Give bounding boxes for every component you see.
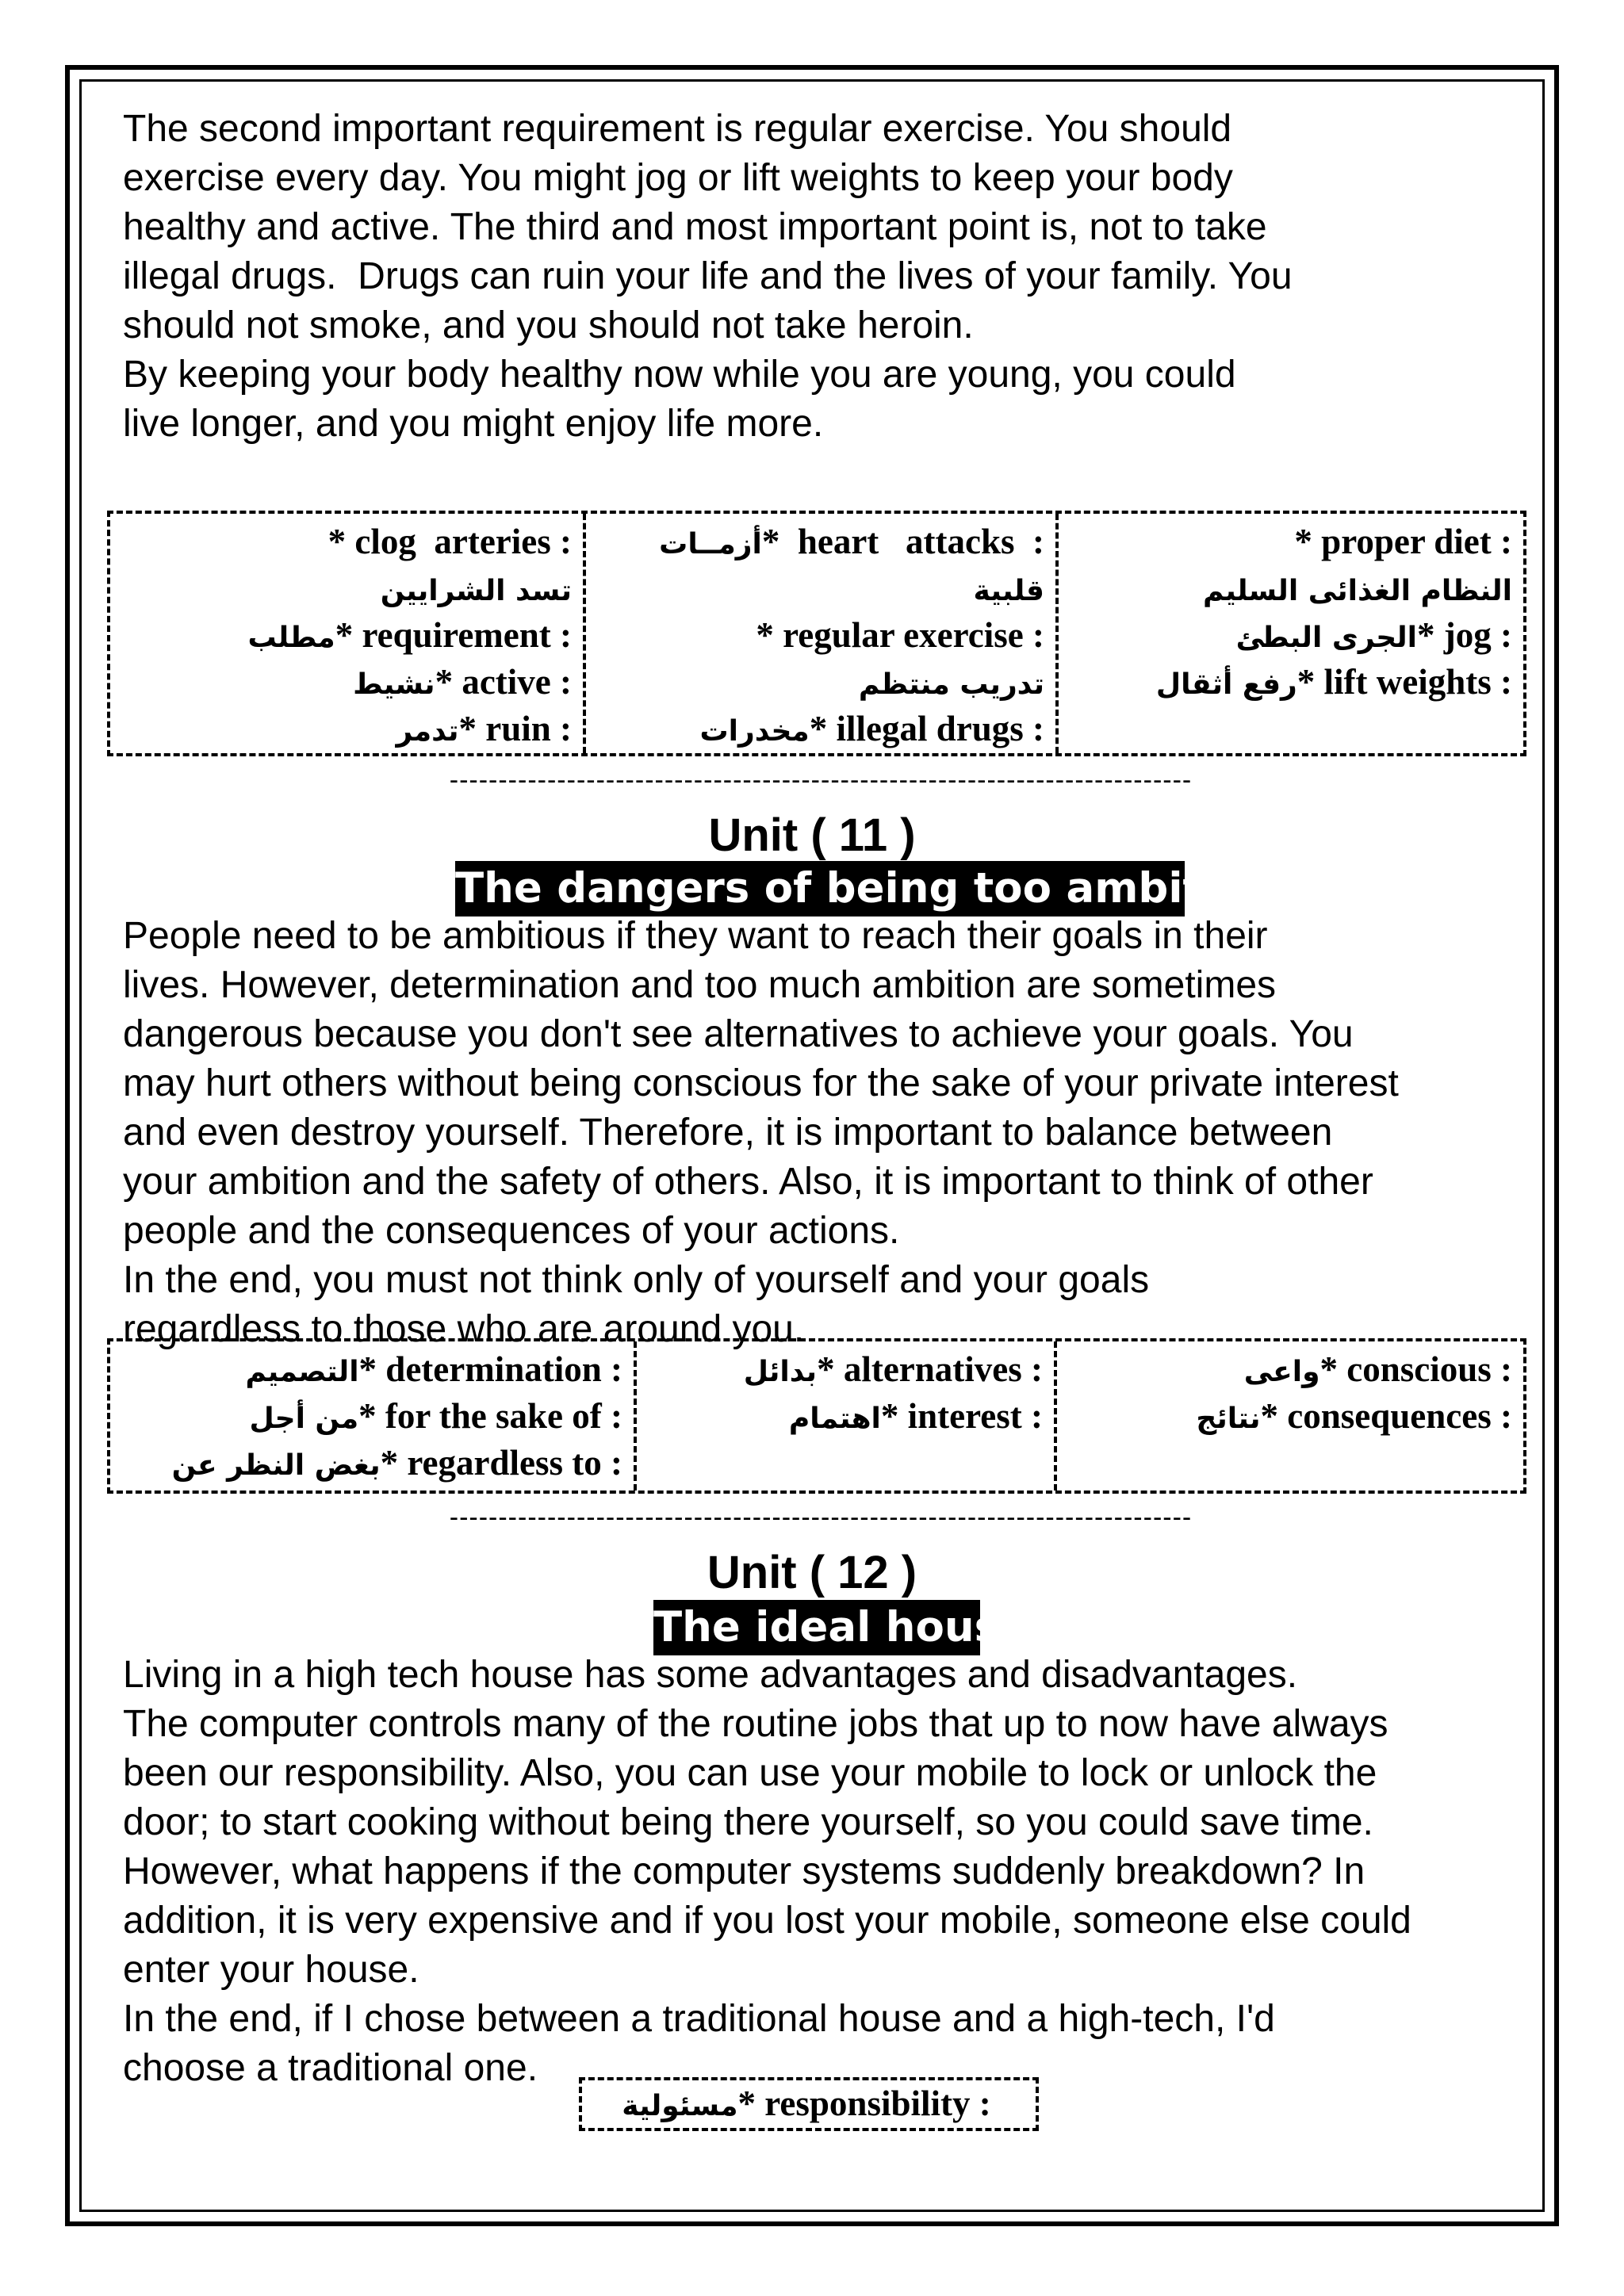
vocab-english: * heart attacks : bbox=[761, 522, 1044, 561]
vocab-column-middle bbox=[634, 1341, 1054, 1490]
text-line: live longer, and you might enjoy life more. bbox=[123, 403, 824, 445]
vocab-arabic: تدمر bbox=[396, 715, 459, 748]
vocab-row bbox=[1065, 519, 1512, 565]
vocab-english: * regular exercise : bbox=[756, 615, 1044, 655]
vocab-arabic: التصميم bbox=[245, 1356, 359, 1388]
vocab-arabic: نشيط bbox=[353, 668, 435, 701]
vocab-english: * lift weights : bbox=[1297, 662, 1512, 702]
vocab-row bbox=[592, 706, 1044, 752]
vocab-english: * interest : bbox=[880, 1396, 1043, 1436]
vocab-arabic: واعى bbox=[1243, 1356, 1320, 1388]
vocab-row bbox=[592, 565, 1044, 612]
unit-11-title: Unit ( 11 ) bbox=[708, 809, 916, 861]
vocab-column-left bbox=[110, 1341, 634, 1490]
vocab-arabic: أزمــات bbox=[659, 528, 762, 561]
vocab-english: * for the sake of : bbox=[358, 1396, 622, 1436]
vocab-row bbox=[117, 1440, 622, 1487]
unit-12-subtitle: The ideal house bbox=[653, 1600, 980, 1655]
text-line: door; to start cooking without being there yourself, so you could save time. bbox=[123, 1801, 1373, 1843]
vocab-english: * jog : bbox=[1417, 615, 1512, 655]
vocab-english: * active : bbox=[435, 662, 572, 702]
text-line: may hurt others without being conscious for the sake of your private interest bbox=[123, 1062, 1399, 1104]
vocab-english: * ruin : bbox=[458, 709, 572, 748]
vocab-row bbox=[588, 2080, 1025, 2127]
vocab-row bbox=[117, 659, 572, 706]
vocab-english: * requirement : bbox=[335, 615, 572, 655]
text-line: The second important requirement is regular exercise. You should bbox=[123, 108, 1232, 150]
vocab-row bbox=[117, 565, 572, 612]
vocab-row bbox=[117, 612, 572, 659]
unit-11-paragraph bbox=[123, 912, 1519, 1354]
text-line: regardless to those who are around you. bbox=[123, 1308, 805, 1350]
text-line: people and the consequences of your actions. bbox=[123, 1210, 900, 1252]
vocab-english: * clog arteries : bbox=[327, 522, 572, 561]
vocab-row bbox=[643, 1440, 1043, 1487]
vocab-arabic: بدائل bbox=[743, 1356, 818, 1388]
vocab-arabic: نتائج bbox=[1196, 1402, 1261, 1435]
vocab-english: * consequences : bbox=[1260, 1396, 1512, 1436]
vocab-arabic: النظام الغذائى السليم bbox=[1203, 575, 1512, 607]
vocab-arabic: بغض النظر عن bbox=[171, 1449, 381, 1482]
vocab-box-unit-12 bbox=[579, 2077, 1039, 2131]
vocab-arabic: من أجل bbox=[249, 1402, 359, 1435]
vocab-row bbox=[1063, 1440, 1512, 1487]
vocab-row bbox=[117, 519, 572, 565]
vocab-column-right bbox=[1054, 1341, 1523, 1490]
text-line: By keeping your body healthy now while you are young, you could bbox=[123, 354, 1236, 396]
text-line: should not smoke, and you should not take heroin. bbox=[123, 304, 974, 346]
vocab-row bbox=[643, 1393, 1043, 1440]
vocab-english: * proper diet : bbox=[1294, 522, 1512, 561]
vocab-arabic: قلبية bbox=[973, 575, 1044, 607]
vocab-column bbox=[582, 2080, 1036, 2128]
vocab-arabic: الجرى البطئ bbox=[1235, 622, 1418, 654]
vocab-row bbox=[1065, 706, 1512, 752]
text-line: However, what happens if the computer systems suddenly breakdown? In bbox=[123, 1850, 1365, 1892]
text-line: healthy and active. The third and most important point is, not to take bbox=[123, 206, 1267, 248]
vocab-row bbox=[117, 706, 572, 752]
intro-paragraph bbox=[123, 105, 1519, 449]
vocab-english: * alternatives : bbox=[817, 1349, 1043, 1389]
vocab-row bbox=[117, 1393, 622, 1440]
vocab-arabic: مخدرات bbox=[699, 715, 810, 748]
text-line: lives. However, determination and too much ambition are sometimes bbox=[123, 964, 1277, 1006]
text-line: your ambition and the safety of others. Also, it is important to think of other bbox=[123, 1161, 1373, 1203]
vocab-arabic: مطلب bbox=[247, 622, 335, 654]
unit-12-title: Unit ( 12 ) bbox=[707, 1547, 917, 1598]
vocab-row bbox=[643, 1346, 1043, 1393]
vocab-column-left bbox=[110, 514, 583, 753]
text-line: enter your house. bbox=[123, 1949, 419, 1991]
text-line: exercise every day. You might jog or lift weights to keep your body bbox=[123, 157, 1233, 199]
vocab-english: * determination : bbox=[358, 1349, 622, 1389]
text-line: dangerous because you don't see alternatives to achieve your goals. You bbox=[123, 1013, 1354, 1055]
text-line: been our responsibility. Also, you can use your mobile to lock or unlock the bbox=[123, 1752, 1377, 1794]
text-line: In the end, if I chose between a traditional house and a high-tech, I'd bbox=[123, 1998, 1275, 2040]
vocab-box-unit-11 bbox=[107, 1338, 1526, 1494]
text-line: Living in a high tech house has some advantages and disadvantages. bbox=[123, 1654, 1298, 1696]
vocab-arabic: تسد الشرايين bbox=[380, 575, 572, 607]
vocab-row bbox=[592, 659, 1044, 706]
vocab-row bbox=[1063, 1393, 1512, 1440]
vocab-row bbox=[1065, 565, 1512, 612]
text-line: In the end, you must not think only of yourself and your goals bbox=[123, 1259, 1150, 1301]
vocab-row bbox=[1065, 612, 1512, 659]
vocab-arabic: اهتمام bbox=[788, 1402, 881, 1435]
text-line: and even destroy yourself. Therefore, it is important to balance between bbox=[123, 1112, 1333, 1154]
text-line: The computer controls many of the routine jobs that up to now have always bbox=[123, 1703, 1388, 1745]
vocab-column-right bbox=[1055, 514, 1523, 753]
vocab-row bbox=[117, 1346, 622, 1393]
vocab-english: * conscious : bbox=[1320, 1349, 1512, 1389]
vocab-english: * illegal drugs : bbox=[809, 709, 1044, 748]
vocab-english: * regardless to : bbox=[380, 1443, 622, 1483]
vocab-row bbox=[592, 612, 1044, 659]
vocab-row bbox=[1063, 1346, 1512, 1393]
vocab-column-middle bbox=[583, 514, 1055, 753]
text-line: choose a traditional one. bbox=[123, 2047, 538, 2089]
unit-11-subtitle: The dangers of being too ambitious bbox=[455, 861, 1185, 916]
text-line: People need to be ambitious if they want to reach their goals in their bbox=[123, 915, 1268, 957]
vocab-arabic: تدريب منتظم bbox=[858, 668, 1044, 701]
text-line: addition, it is very expensive and if you lost your mobile, someone else could bbox=[123, 1900, 1411, 1942]
vocab-english: * responsibility : bbox=[737, 2084, 991, 2123]
vocab-row bbox=[592, 519, 1044, 565]
unit-12-paragraph bbox=[123, 1651, 1519, 2093]
vocab-row bbox=[1065, 659, 1512, 706]
text-line: illegal drugs. Drugs can ruin your life and the lives of your family. You bbox=[123, 255, 1293, 297]
section-divider: ---------------------------------------------------------------------------- bbox=[449, 765, 1193, 795]
vocab-arabic: رفع أثقال bbox=[1155, 668, 1297, 701]
vocab-box-health bbox=[107, 511, 1526, 756]
section-divider-2: ---------------------------------------------------------------------------- bbox=[449, 1502, 1193, 1533]
vocab-arabic: مسئولية bbox=[622, 2090, 738, 2122]
